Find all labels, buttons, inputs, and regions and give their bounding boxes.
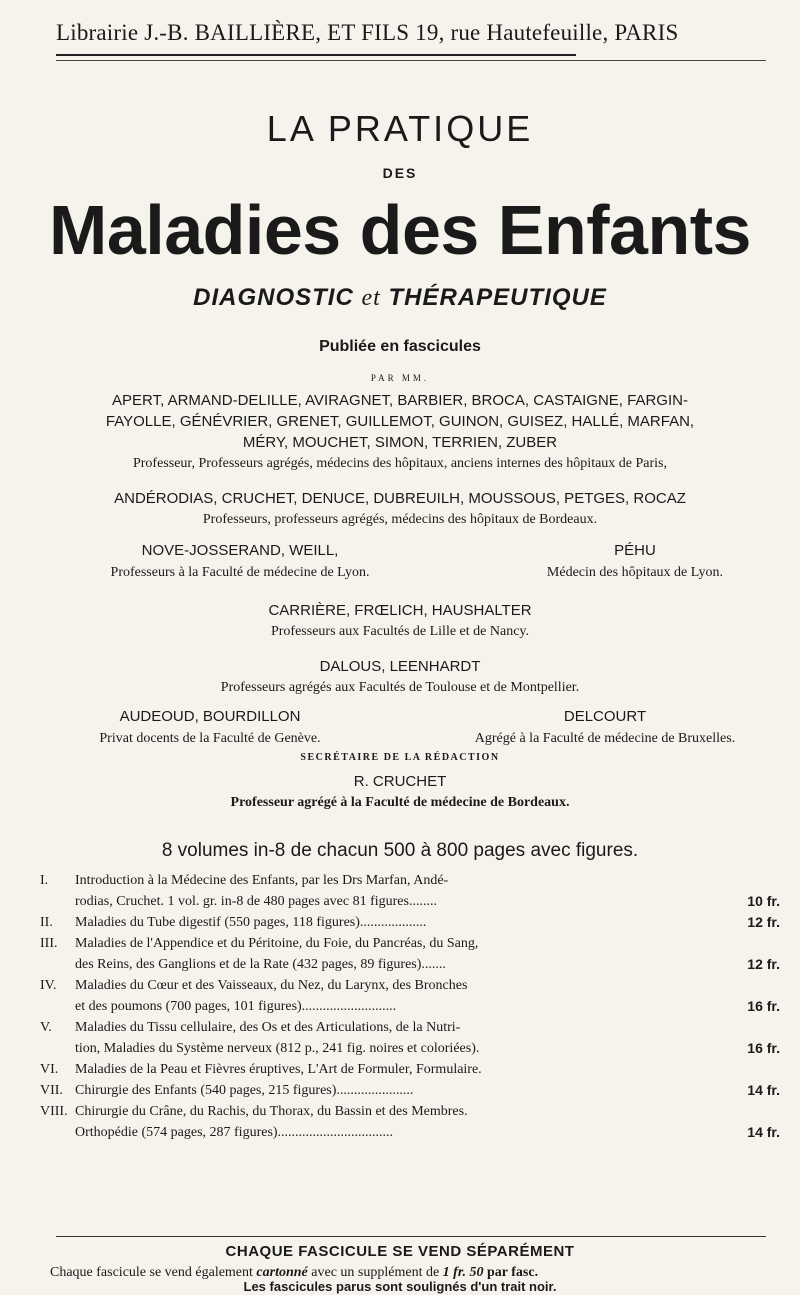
footer-chaque: CHAQUE FASCICULE SE VEND SÉPARÉMENT [225, 1243, 575, 1260]
authors-toulouse [0, 656, 800, 698]
published-line: Publiée en fascicules [319, 338, 481, 355]
footer-rule [56, 1236, 766, 1237]
paris-names-line-1: APERT, ARMAND-DELILLE, AVIRAGNET, BARBIER, BROCA, CASTAIGNE, FARGIN- [112, 392, 688, 409]
nancy-names: CARRIÈRE, FRŒLICH, HAUSHALTER [268, 602, 532, 619]
toulouse-role: Professeurs agrégés aux Facultés de Toulouse et de Montpellier. [220, 680, 580, 695]
volume-row-6: VI. Maladies de la Peau et Fièvres éruptives, L'Art de Formuler, Formulaire. [40, 1059, 780, 1080]
volume-3-line-2: des Reins, des Ganglions et de la Rate (432 pages, 89 figures)....... [75, 957, 446, 972]
volume-7-price: 14 fr. [747, 1082, 780, 1098]
authors-nancy [0, 600, 800, 642]
secretary-name: R. CRUCHET [353, 773, 447, 790]
lyon-right-names: PÉHU [614, 542, 656, 559]
header-rule-thick [56, 54, 576, 56]
volume-4-price: 16 fr. [747, 998, 780, 1014]
paris-names-line-2: FAYOLLE, GÉNÉVRIER, GRENET, GUILLEMOT, GUINON, GUISEZ, HALLÉ, MARFAN, [105, 413, 695, 430]
subtitle-diagnostic: DIAGNOSTIC [193, 284, 354, 311]
paris-names-line-3: MÉRY, MOUCHET, SIMON, TERRIEN, ZUBER [242, 434, 558, 451]
lyon-right-role: Médecin des hôpitaux de Lyon. [546, 565, 724, 580]
volume-row-3: III. Maladies de l'Appendice et du Péritoine, du Foie, du Pancréas, du Sang, des Reins, des Ganglions et de la Rate (432 pages, 89 figures)....... 12 fr. [40, 933, 780, 975]
authors-bruxelles [430, 708, 780, 747]
geneve-role: Privat docents de la Faculté de Genève. [99, 731, 321, 746]
fasc-part-a: Chaque fascicule se vend également [50, 1265, 253, 1280]
title-main: Maladies des Enfants [49, 191, 751, 269]
bruxelles-role: Agrégé à la Faculté de médecine de Bruxelles. [474, 731, 736, 746]
fasc-price: 1 fr. 50 [442, 1265, 484, 1280]
lyon-left-names: NOVE-JOSSERAND, WEILL, [141, 542, 339, 559]
title-des: DES [382, 165, 418, 181]
secretary-label: SECRÉTAIRE DE LA RÉDACTION [300, 752, 500, 763]
volume-8-line-1: Chirurgie du Crâne, du Rachis, du Thorax, du Bassin et des Membres. [75, 1104, 468, 1119]
fasc-cartonne: cartonné [256, 1265, 308, 1280]
volume-5-price: 16 fr. [747, 1040, 780, 1056]
volume-row-7: VII. Chirurgie des Enfants (540 pages, 215 figures)...................... 14 fr. [40, 1080, 780, 1101]
nancy-role: Professeurs aux Facultés de Lille et de Nancy. [270, 624, 529, 639]
volume-5-line-1: Maladies du Tissu cellulaire, des Os et des Articulations, de la Nutri- [75, 1020, 461, 1035]
authors-lyon-left [60, 542, 420, 581]
volume-2-price: 12 fr. [747, 914, 780, 930]
volume-3-line-1: Maladies de l'Appendice et du Péritoine, du Foie, du Pancréas, du Sang, [75, 936, 479, 951]
secretary-role: Professeur agrégé à la Faculté de médecine de Bordeaux. [230, 795, 570, 810]
toulouse-names: DALOUS, LEENHARDT [319, 658, 481, 675]
fasc-part-c: par fasc. [487, 1265, 539, 1280]
authors-lyon-right [500, 542, 770, 581]
volume-1-line-1: Introduction à la Médecine des Enfants, par les Drs Marfan, Andé- [75, 873, 449, 888]
authors-paris [0, 390, 800, 474]
volume-row-4: IV. Maladies du Cœur et des Vaisseaux, du Nez, du Larynx, des Bronches et des poumons (700 pages, 101 figures)........................... 16 fr. [40, 975, 780, 1017]
volume-6-line-1: Maladies de la Peau et Fièvres éruptives, L'Art de Formuler, Formulaire. [75, 1062, 482, 1077]
volume-4-line-2: et des poumons (700 pages, 101 figures)........................... [75, 999, 397, 1014]
volume-1-line-2: rodias, Cruchet. 1 vol. gr. in-8 de 480 pages avec 81 figures........ [75, 894, 437, 909]
volume-4-line-1: Maladies du Cœur et des Vaisseaux, du Nez, du Larynx, des Bronches [75, 978, 468, 993]
subtitle-et: et [361, 285, 381, 311]
volume-7-line-1: Chirurgie des Enfants (540 pages, 215 figures)...................... [75, 1083, 414, 1098]
subtitle-therapeutique: THÉRAPEUTIQUE [388, 284, 607, 311]
volume-8-price: 14 fr. [747, 1124, 780, 1140]
volume-3-price: 12 fr. [747, 956, 780, 972]
lyon-left-role: Professeurs à la Faculté de médecine de Lyon. [110, 565, 370, 580]
volume-row-8: VIII. Chirurgie du Crâne, du Rachis, du Thorax, du Bassin et des Membres. Orthopédie (574 pages, 287 figures)................................. 14 fr. [40, 1101, 780, 1143]
geneve-names: AUDEOUD, BOURDILLON [119, 708, 301, 725]
volume-8-line-2: Orthopédie (574 pages, 287 figures)................................. [75, 1125, 394, 1140]
volume-5-line-2: tion, Maladies du Système nerveux (812 p., 241 fig. noires et coloriées). [75, 1041, 480, 1056]
volume-row-2: II. Maladies du Tube digestif (550 pages, 118 figures)................... 12 fr. [40, 912, 780, 933]
volumes-list [40, 870, 780, 1143]
volume-2-line-1: Maladies du Tube digestif (550 pages, 118 figures)................... [75, 915, 427, 930]
volume-row-5: V. Maladies du Tissu cellulaire, des Os et des Articulations, de la Nutri- tion, Maladies du Système nerveux (812 p., 241 fig. noires et coloriées). 16 fr. [40, 1017, 780, 1059]
bordeaux-role: Professeurs, professeurs agrégés, médecins des hôpitaux de Bordeaux. [202, 512, 598, 527]
bruxelles-names: DELCOURT [563, 708, 647, 725]
par-mm: PAR MM. [370, 373, 430, 383]
volumes-intro: 8 volumes in-8 de chacun 500 à 800 pages avec figures. [161, 840, 639, 861]
header-rule-thin [56, 60, 766, 61]
authors-geneve [50, 708, 370, 747]
title-subtitle [0, 284, 800, 312]
volume-1-price: 10 fr. [747, 893, 780, 909]
fasc-part-b: avec un supplément de [311, 1265, 440, 1280]
footer-soulignes: Les fascicules parus sont soulignés d'un trait noir. [243, 1279, 557, 1294]
title-la-pratique: LA PRATIQUE [266, 108, 534, 149]
authors-bordeaux [0, 488, 800, 530]
publisher-header: Librairie J.-B. BAILLIÈRE, ET FILS 19, rue Hautefeuille, PARIS [56, 20, 679, 45]
volume-row-1: I. Introduction à la Médecine des Enfants, par les Drs Marfan, Andé- rodias, Cruchet. 1 vol. gr. in-8 de 480 pages avec 81 figures........ 10 fr. [40, 870, 780, 912]
paris-role: Professeur, Professeurs agrégés, médecins des hôpitaux, anciens internes des hôpitaux de Paris, [132, 456, 668, 471]
bordeaux-names: ANDÉRODIAS, CRUCHET, DENUCE, DUBREUILH, MOUSSOUS, PETGES, ROCAZ [114, 490, 686, 507]
